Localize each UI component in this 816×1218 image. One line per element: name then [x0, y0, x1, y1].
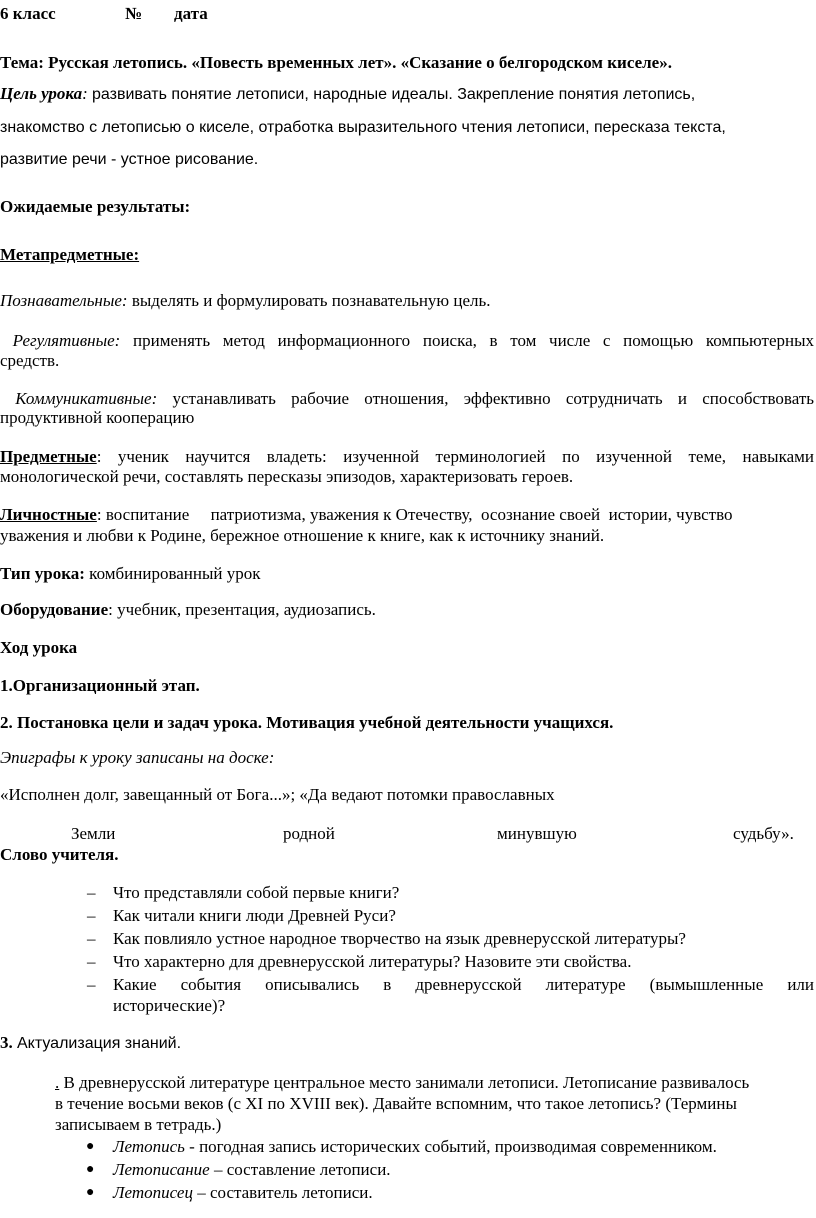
goal-text-1: развивать понятие летописи, народные идеалы. Закрепление понятия летопись,	[92, 86, 696, 103]
bullet-marker: ●	[86, 1162, 95, 1177]
stage-3-number: 3.	[0, 1033, 13, 1052]
subject-label: Предметные	[0, 447, 97, 466]
dash-marker: –	[87, 952, 96, 971]
definition-item	[113, 1136, 717, 1157]
epigraph-word-4: судьбу».	[733, 824, 794, 843]
progress-heading: Ход урока	[0, 638, 78, 657]
stage-3-text: Актуализация знаний.	[17, 1035, 182, 1052]
definition-text: – составитель летописи.	[192, 1183, 373, 1202]
equipment-line	[0, 599, 376, 620]
question-item: Что представляли собой первые книги?	[113, 883, 400, 902]
communicative-label: Коммуникативные:	[15, 389, 158, 408]
epigraph-word-1: Земли	[71, 824, 116, 843]
stage-2-heading: 2. Постановка цели и задач урока. Мотивация учебной деятельности учащихся.	[0, 713, 614, 732]
teacher-word-heading: Слово учителя.	[0, 845, 119, 864]
dash-marker: –	[87, 883, 96, 902]
definition-item	[113, 1159, 391, 1180]
topic-line	[0, 52, 672, 73]
paragraph-line-3: записываем в тетрадь.)	[55, 1115, 222, 1134]
definition-text: – составление летописи.	[209, 1160, 391, 1179]
epigraph-word-2: родной	[283, 824, 335, 843]
regulatory-label: Регулятивные:	[12, 331, 121, 350]
paragraph-line-1	[0, 1072, 749, 1093]
definition-term: Летопись	[113, 1137, 185, 1156]
definition-term: Летописец	[113, 1183, 193, 1202]
dash-marker: –	[87, 975, 96, 994]
personal-label: Личностные	[0, 505, 97, 524]
paragraph-text-1: В древнерусской литературе центральное место занимали летописи. Летописание развивалось	[63, 1073, 750, 1092]
question-item: Что характерно для древнерусской литературы? Назовите эти свойства.	[113, 952, 632, 971]
number-label: №	[125, 4, 143, 23]
paragraph-line-2: в течение восьми веков (с XI по XVIII век). Давайте вспомним, что такое летопись? (Термины	[55, 1094, 737, 1113]
goal-line-1	[0, 83, 695, 105]
goal-label: Цель урока	[0, 84, 83, 103]
equipment-label: Оборудование	[0, 600, 109, 619]
subject-text-1: : ученик научится владеть: изученной терминологией по изученной теме, навыками	[96, 447, 814, 466]
expected-results-heading: Ожидаемые результаты:	[0, 197, 191, 216]
dash-marker: –	[87, 906, 96, 925]
epigraph-note: Эпиграфы к уроку записаны на доске:	[0, 748, 275, 767]
meta-heading: Метапредметные:	[0, 245, 140, 264]
bullet-marker: ●	[86, 1185, 95, 1200]
lesson-type-label: Тип урока:	[0, 564, 85, 583]
stage-1-heading: 1.Организационный этап.	[0, 676, 200, 695]
topic-text: Русская летопись. «Повесть временных лет». «Сказание о белгородском киселе».	[48, 53, 672, 72]
stage-3-heading	[0, 1032, 181, 1054]
bullet-marker: ●	[86, 1139, 95, 1154]
personal-line-2: уважения и любви к Родине, бережное отношение к книге, как к источнику знаний.	[0, 526, 605, 545]
cognitive-line	[0, 290, 491, 311]
communicative-text-1: устанавливать рабочие отношения, эффективно сотрудничать и способствовать	[172, 389, 815, 408]
subject-line-1	[0, 446, 814, 467]
equipment-text: : учебник, презентация, аудиозапись.	[108, 600, 376, 619]
dash-marker: –	[87, 929, 96, 948]
question-item: Как читали книги люди Древней Руси?	[113, 906, 396, 925]
goal-colon: :	[82, 84, 88, 103]
cognitive-text: выделять и формулировать познавательную цель.	[131, 291, 491, 310]
personal-line-1	[0, 504, 733, 525]
communicative-line-1	[0, 388, 814, 409]
date-label: дата	[174, 4, 208, 23]
header-line	[0, 3, 56, 24]
epigraph-word-3: минувшую	[497, 824, 577, 843]
topic-label: Тема:	[0, 53, 44, 72]
regulatory-line-2: средств.	[0, 351, 60, 370]
definition-term: Летописание	[113, 1160, 210, 1179]
question-item-5-line-1: Какие события описывались в древнерусской литературе (вымышленные или	[113, 975, 814, 994]
paragraph-mark: .	[55, 1073, 60, 1092]
question-item-5-line-2: исторические)?	[113, 996, 226, 1015]
goal-line-3: развитие речи - устное рисование.	[0, 151, 259, 168]
class-label: 6 класс	[0, 4, 56, 23]
communicative-line-2: продуктивной кооперацию	[0, 408, 195, 427]
goal-line-2: знакомство с летописью о киселе, отработка выразительного чтения летописи, пересказа текста,	[0, 119, 726, 136]
lesson-type-text: комбинированный урок	[89, 564, 261, 583]
definition-item	[113, 1182, 373, 1203]
lesson-type-line	[0, 563, 261, 584]
subject-line-2: монологической речи, составлять пересказы эпизодов, характеризовать героев.	[0, 467, 574, 486]
regulatory-text-1: применять метод информационного поиска, в том числе с помощью компьютерных	[133, 331, 815, 350]
epigraph-line-1: «Исполнен долг, завещанный от Бога...»; «Да ведают потомки православных	[0, 785, 555, 804]
regulatory-line-1	[0, 330, 814, 351]
question-item: Как повлияло устное народное творчество на язык древнерусской литературы?	[113, 929, 686, 948]
cognitive-label: Познавательные:	[0, 291, 128, 310]
personal-text-1: : воспитание патриотизма, уважения к Отечеству, осознание своей истории, чувство	[96, 505, 733, 524]
definition-text: - погодная запись исторических событий, производимая современником.	[184, 1137, 717, 1156]
